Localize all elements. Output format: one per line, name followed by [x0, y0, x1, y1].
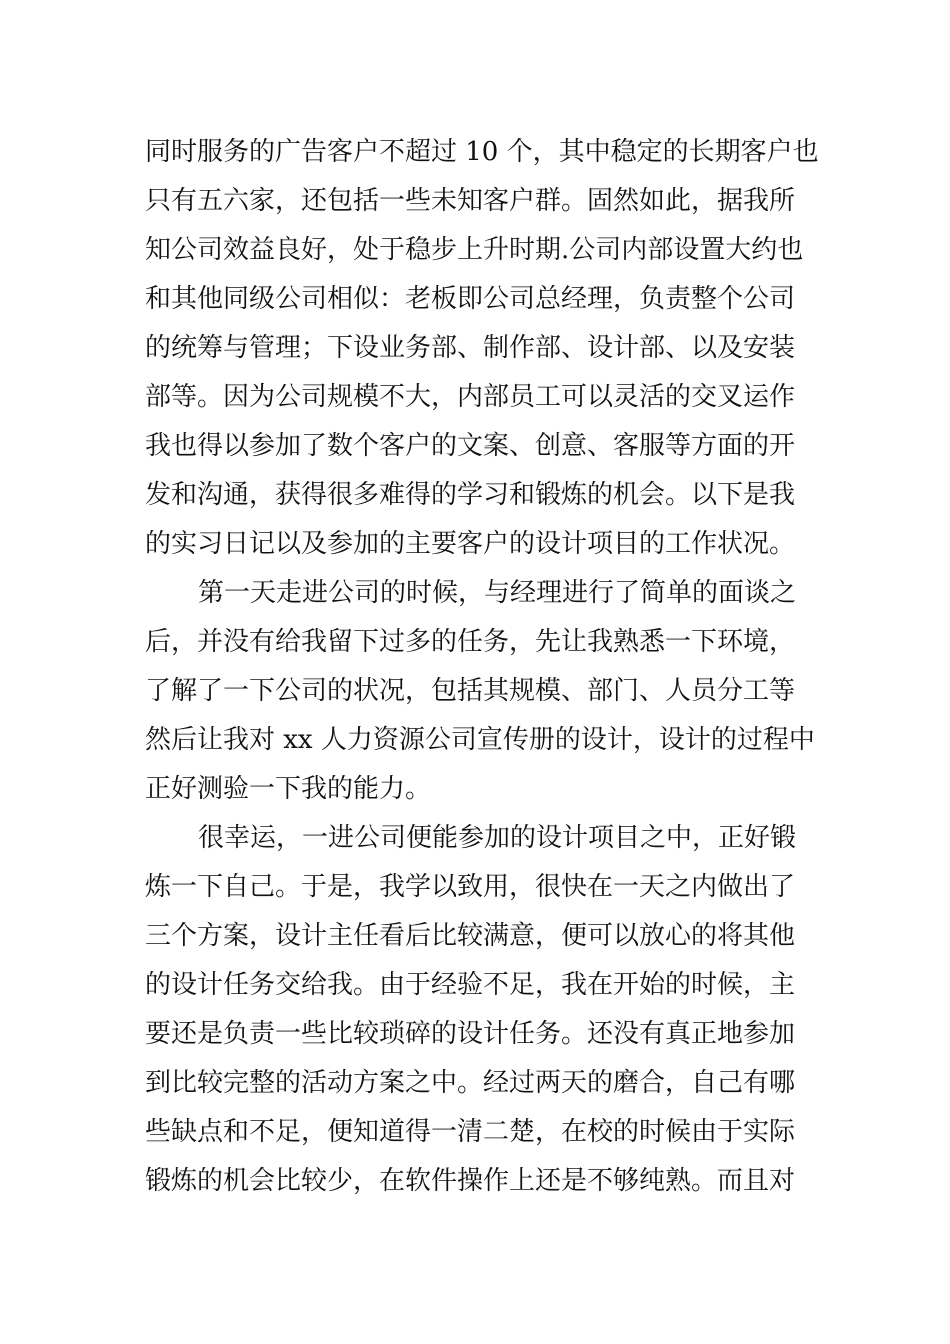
- body-text: [145, 128, 819, 1206]
- text-line: 只有五六家，还包括一些未知客户群。固然如此，据我所: [145, 186, 796, 216]
- text-line: 了解了一下公司的状况，包括其规模、部门、人员分工等: [145, 676, 796, 706]
- text-line: 同时服务的广告客户不超过 10 个，其中稳定的长期客户也: [145, 137, 819, 167]
- text-line: 三个方案，设计主任看后比较满意，便可以放心的将其他: [145, 921, 796, 951]
- paragraph-start-line: 很幸运，一进公司便能参加的设计项目之中，正好锻: [198, 823, 797, 853]
- text-line: 我也得以参加了数个客户的文案、创意、客服等方面的开: [145, 431, 796, 461]
- text-line: 的统筹与管理；下设业务部、制作部、设计部、以及安装: [145, 333, 796, 363]
- text-line: 和其他同级公司相似：老板即公司总经理，负责整个公司: [145, 284, 796, 314]
- text-line: 然后让我对 xx 人力资源公司宣传册的设计，设计的过程中: [145, 725, 815, 755]
- text-line: 后，并没有给我留下过多的任务，先让我熟悉一下环境，: [145, 627, 796, 657]
- text-line: 正好测验一下我的能力。: [145, 774, 432, 804]
- text-line: 的设计任务交给我。由于经验不足，我在开始的时候，主: [145, 970, 796, 1000]
- text-line: 炼一下自己。于是，我学以致用，很快在一天之内做出了: [145, 872, 796, 902]
- text-line: 部等。因为公司规模不大，内部员工可以灵活的交叉运作: [145, 382, 796, 412]
- text-line: 知公司效益良好，处于稳步上升时期.公司内部设置大约也: [145, 235, 804, 265]
- text-line: 些缺点和不足，便知道得一清二楚，在校的时候由于实际: [145, 1117, 796, 1147]
- text-line: 锻炼的机会比较少，在软件操作上还是不够纯熟。而且对: [145, 1166, 796, 1196]
- paragraph-start-line: 第一天走进公司的时候，与经理进行了简单的面谈之: [198, 578, 797, 608]
- text-line: 发和沟通，获得很多难得的学习和锻炼的机会。以下是我: [145, 480, 796, 510]
- text-line: 要还是负责一些比较琐碎的设计任务。还没有真正地参加: [145, 1019, 796, 1049]
- text-line: 到比较完整的活动方案之中。经过两天的磨合，自己有哪: [145, 1068, 796, 1098]
- text-line: 的实习日记以及参加的主要客户的设计项目的工作状况。: [145, 529, 796, 559]
